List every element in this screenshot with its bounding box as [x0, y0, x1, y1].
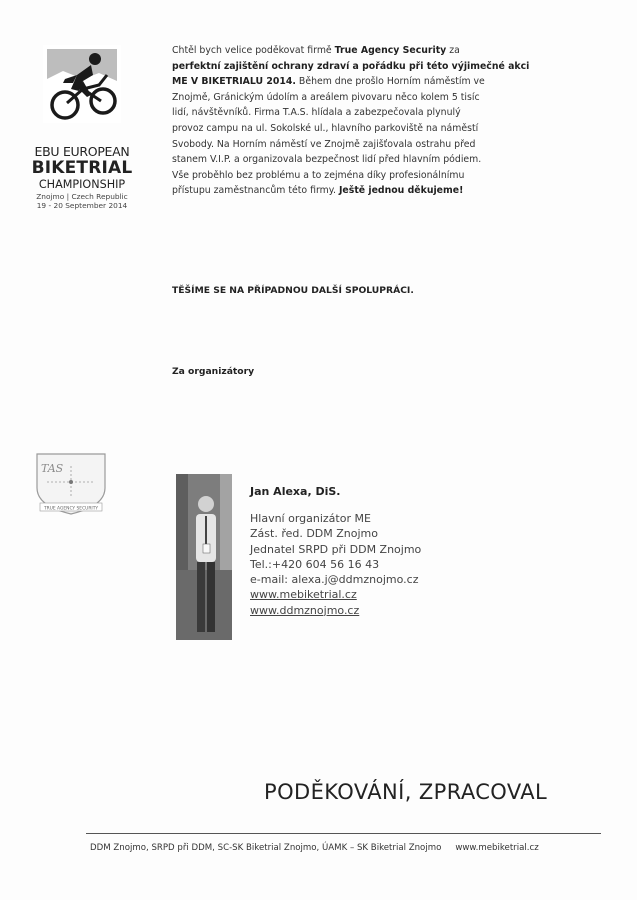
footer-website: www.mebiketrial.cz: [455, 843, 539, 853]
letter-bold-run: perfektní zajištění ochrany zdraví a pořádku při této výjimečné akci: [172, 60, 530, 72]
letter-text-run: Svobody. Na Horním náměstí ve Znojmě zajišťovala ostrahu před: [172, 138, 476, 150]
letter-text-run: Znojmě, Gránickým údolím a areálem pivovaru něco kolem 5 tisíc: [172, 91, 480, 103]
role-deputy-director: Zást. řed. DDM Znojmo: [250, 527, 379, 541]
letter-text-run: stanem V.I.P. a organizovala bezpečnost lidí před hlavním pódiem.: [172, 154, 482, 166]
footer-organizations: DDM Znojmo, SRPD při DDM, SC-SK Biketrial Znojmo, ÚAMK – SK Biketrial Znojmo: [90, 843, 442, 853]
event-logo-dates: 19 - 20 September 2014: [36, 201, 128, 210]
letter-text-run: přístupu zaměstnancům této firmy.: [172, 185, 339, 197]
letter-line: [172, 74, 547, 90]
tas-shield-icon: [33, 448, 109, 518]
footer-divider: [86, 833, 601, 834]
letter-text-run: Během dne prošlo Horním náměstím ve: [295, 76, 485, 88]
closing-statement: TĚŠÍME SE NA PŘÍPADNOU DALŠÍ SPOLUPRÁCI.: [172, 285, 414, 296]
role-executive: Jednatel SRPD při DDM Znojmo: [250, 542, 422, 556]
letter-line: [172, 137, 547, 153]
letter-text-run: provoz campu na ul. Sokolské ul., hlavního parkoviště na náměstí: [172, 122, 479, 134]
role-main-organizer: Hlavní organizátor ME: [250, 512, 371, 525]
letter-bold-run: Ještě jednou děkujeme!: [338, 185, 464, 197]
letter-line: [172, 183, 547, 199]
event-logo-line2: BIKETRIAL: [31, 158, 133, 178]
letter-bold-run: True Agency Security: [334, 45, 447, 56]
tas-letters: TAS: [41, 462, 64, 475]
event-logo-line1: EBU EUROPEAN: [34, 144, 130, 159]
letter-text-run: Vše proběhlo bez problému a to zejména díky profesionálnímu: [172, 169, 465, 181]
letter-bold-run: ME V BIKETRIALU 2014.: [172, 76, 296, 88]
phone-number: Tel.:+420 604 56 16 43: [250, 557, 380, 571]
for-organizers: Za organizátory: [172, 366, 255, 377]
document-title: PODĚKOVÁNÍ, ZPRACOVAL: [264, 780, 548, 804]
letter-line: [172, 152, 547, 168]
letter-text-run: Chtěl bych velice poděkovat firmě: [172, 45, 335, 56]
tas-caption: TRUE AGENCY SECURITY: [43, 506, 99, 512]
letter-line: [172, 121, 547, 137]
letter-body: [172, 43, 547, 199]
letter-line: [172, 105, 547, 121]
website-link-ddmznojmo[interactable]: www.ddmznojmo.cz: [250, 603, 360, 617]
signatory-name: Jan Alexa, DiS.: [250, 485, 341, 498]
event-logo-line3: CHAMPIONSHIP: [38, 178, 126, 191]
letter-line: [172, 43, 547, 59]
letter-line: [172, 90, 547, 106]
letter-text-run: lidí, návštěvníků. Firma T.A.S. hlídala a zabezpečovala plynulý: [172, 107, 461, 119]
letter-text-run: za: [446, 45, 460, 56]
letter-line: [172, 168, 547, 184]
footer: [90, 843, 539, 853]
letter-line: [172, 59, 547, 75]
organizer-photo: [176, 474, 232, 640]
event-logo-location: Znojmo | Czech Republic: [36, 192, 128, 201]
biketrial-rider-icon: [43, 45, 121, 123]
website-link-mebiketrial[interactable]: www.mebiketrial.cz: [250, 588, 357, 602]
email-address: e-mail: alexa.j@ddmznojmo.cz: [250, 573, 419, 587]
event-logo: [28, 45, 136, 225]
signature-block: [250, 485, 421, 618]
